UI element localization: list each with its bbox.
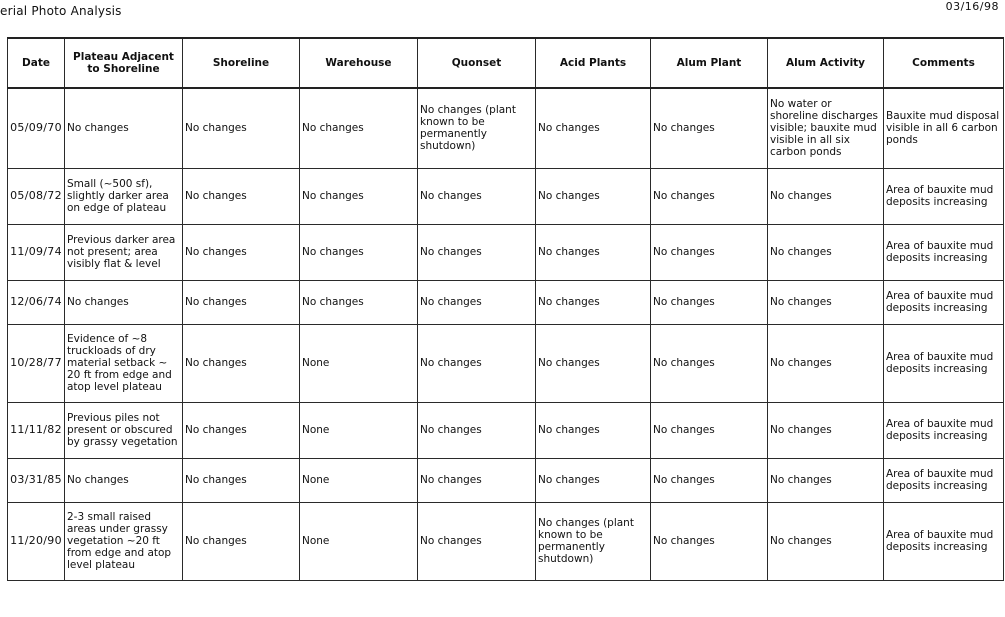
warehouse-cell: No changes (300, 280, 418, 324)
comments-cell: Area of bauxite mud deposits increasing (884, 324, 1004, 402)
acid-plants-cell: No changes (536, 402, 651, 458)
warehouse-cell: No changes (300, 168, 418, 224)
acid-plants-cell: No changes (536, 280, 651, 324)
shoreline-cell: No changes (183, 224, 300, 280)
date-cell: 11/09/74 (8, 224, 65, 280)
quonset-cell: No changes (418, 280, 536, 324)
acid-plants-cell: No changes (536, 458, 651, 502)
table-row (8, 458, 1004, 502)
alum-activity-cell: No changes (768, 402, 884, 458)
table-row (8, 88, 1004, 168)
shoreline-cell: No changes (183, 324, 300, 402)
date-cell: 03/31/85 (8, 458, 65, 502)
plateau-cell: Small (~500 sf), slightly darker area on edge of plateau (65, 168, 183, 224)
table-row (8, 402, 1004, 458)
alum-plant-cell: No changes (651, 224, 768, 280)
quonset-cell: No changes (418, 502, 536, 580)
comments-cell: Area of bauxite mud deposits increasing (884, 168, 1004, 224)
table-row (8, 502, 1004, 580)
alum-activity-cell: No water or shoreline discharges visible; bauxite mud visible in all six carbon ponds (768, 88, 884, 168)
alum-activity-cell: No changes (768, 324, 884, 402)
acid-plants-cell: No changes (536, 324, 651, 402)
alum-activity-cell: No changes (768, 502, 884, 580)
quonset-cell: No changes (418, 224, 536, 280)
plateau-cell: No changes (65, 280, 183, 324)
alum-activity-cell: No changes (768, 224, 884, 280)
shoreline-cell: No changes (183, 88, 300, 168)
alum-plant-cell: No changes (651, 280, 768, 324)
warehouse-cell: None (300, 502, 418, 580)
column-header-date: Date (8, 38, 65, 88)
alum-plant-cell: No changes (651, 88, 768, 168)
column-header-warehouse: Warehouse (300, 38, 418, 88)
page-title: erial Photo Analysis (0, 4, 122, 18)
plateau-cell: Evidence of ~8 truckloads of dry material setback ~ 20 ft from edge and atop level plateau (65, 324, 183, 402)
quonset-cell: No changes (plant known to be permanently shutdown) (418, 88, 536, 168)
plateau-cell: 2-3 small raised areas under grassy vegetation ~20 ft from edge and atop level plateau (65, 502, 183, 580)
comments-cell: Area of bauxite mud deposits increasing (884, 402, 1004, 458)
quonset-cell: No changes (418, 168, 536, 224)
table-row (8, 280, 1004, 324)
shoreline-cell: No changes (183, 458, 300, 502)
alum-activity-cell: No changes (768, 280, 884, 324)
shoreline-cell: No changes (183, 502, 300, 580)
warehouse-cell: None (300, 458, 418, 502)
alum-plant-cell: No changes (651, 458, 768, 502)
column-header-alum-plant: Alum Plant (651, 38, 768, 88)
column-header-acid-plants: Acid Plants (536, 38, 651, 88)
shoreline-cell: No changes (183, 402, 300, 458)
quonset-cell: No changes (418, 402, 536, 458)
date-cell: 10/28/77 (8, 324, 65, 402)
comments-cell: Area of bauxite mud deposits increasing (884, 458, 1004, 502)
column-header-shoreline: Shoreline (183, 38, 300, 88)
date-cell: 05/09/70 (8, 88, 65, 168)
warehouse-cell: None (300, 324, 418, 402)
analysis-table (7, 37, 1004, 581)
column-header-alum-activity: Alum Activity (768, 38, 884, 88)
acid-plants-cell: No changes (536, 224, 651, 280)
comments-cell: Bauxite mud disposal visible in all 6 carbon ponds (884, 88, 1004, 168)
alum-activity-cell: No changes (768, 458, 884, 502)
table-row (8, 324, 1004, 402)
date-cell: 11/20/90 (8, 502, 65, 580)
comments-cell: Area of bauxite mud deposits increasing (884, 280, 1004, 324)
date-cell: 05/08/72 (8, 168, 65, 224)
column-header-plateau: Plateau Adjacent to Shoreline (65, 38, 183, 88)
plateau-cell: No changes (65, 88, 183, 168)
alum-activity-cell: No changes (768, 168, 884, 224)
column-header-comments: Comments (884, 38, 1004, 88)
warehouse-cell: None (300, 402, 418, 458)
plateau-cell: Previous darker area not present; area visibly flat & level (65, 224, 183, 280)
warehouse-cell: No changes (300, 88, 418, 168)
date-cell: 12/06/74 (8, 280, 65, 324)
alum-plant-cell: No changes (651, 502, 768, 580)
shoreline-cell: No changes (183, 280, 300, 324)
alum-plant-cell: No changes (651, 324, 768, 402)
quonset-cell: No changes (418, 458, 536, 502)
quonset-cell: No changes (418, 324, 536, 402)
table-header-row (8, 38, 1004, 88)
acid-plants-cell: No changes (536, 88, 651, 168)
table-row (8, 168, 1004, 224)
date-cell: 11/11/82 (8, 402, 65, 458)
acid-plants-cell: No changes (536, 168, 651, 224)
plateau-cell: Previous piles not present or obscured by grassy vegetation (65, 402, 183, 458)
alum-plant-cell: No changes (651, 168, 768, 224)
table-row (8, 224, 1004, 280)
plateau-cell: No changes (65, 458, 183, 502)
comments-cell: Area of bauxite mud deposits increasing (884, 224, 1004, 280)
warehouse-cell: No changes (300, 224, 418, 280)
comments-cell: Area of bauxite mud deposits increasing (884, 502, 1004, 580)
alum-plant-cell: No changes (651, 402, 768, 458)
shoreline-cell: No changes (183, 168, 300, 224)
page-date: 03/16/98 (945, 0, 999, 13)
acid-plants-cell: No changes (plant known to be permanently shutdown) (536, 502, 651, 580)
column-header-quonset: Quonset (418, 38, 536, 88)
